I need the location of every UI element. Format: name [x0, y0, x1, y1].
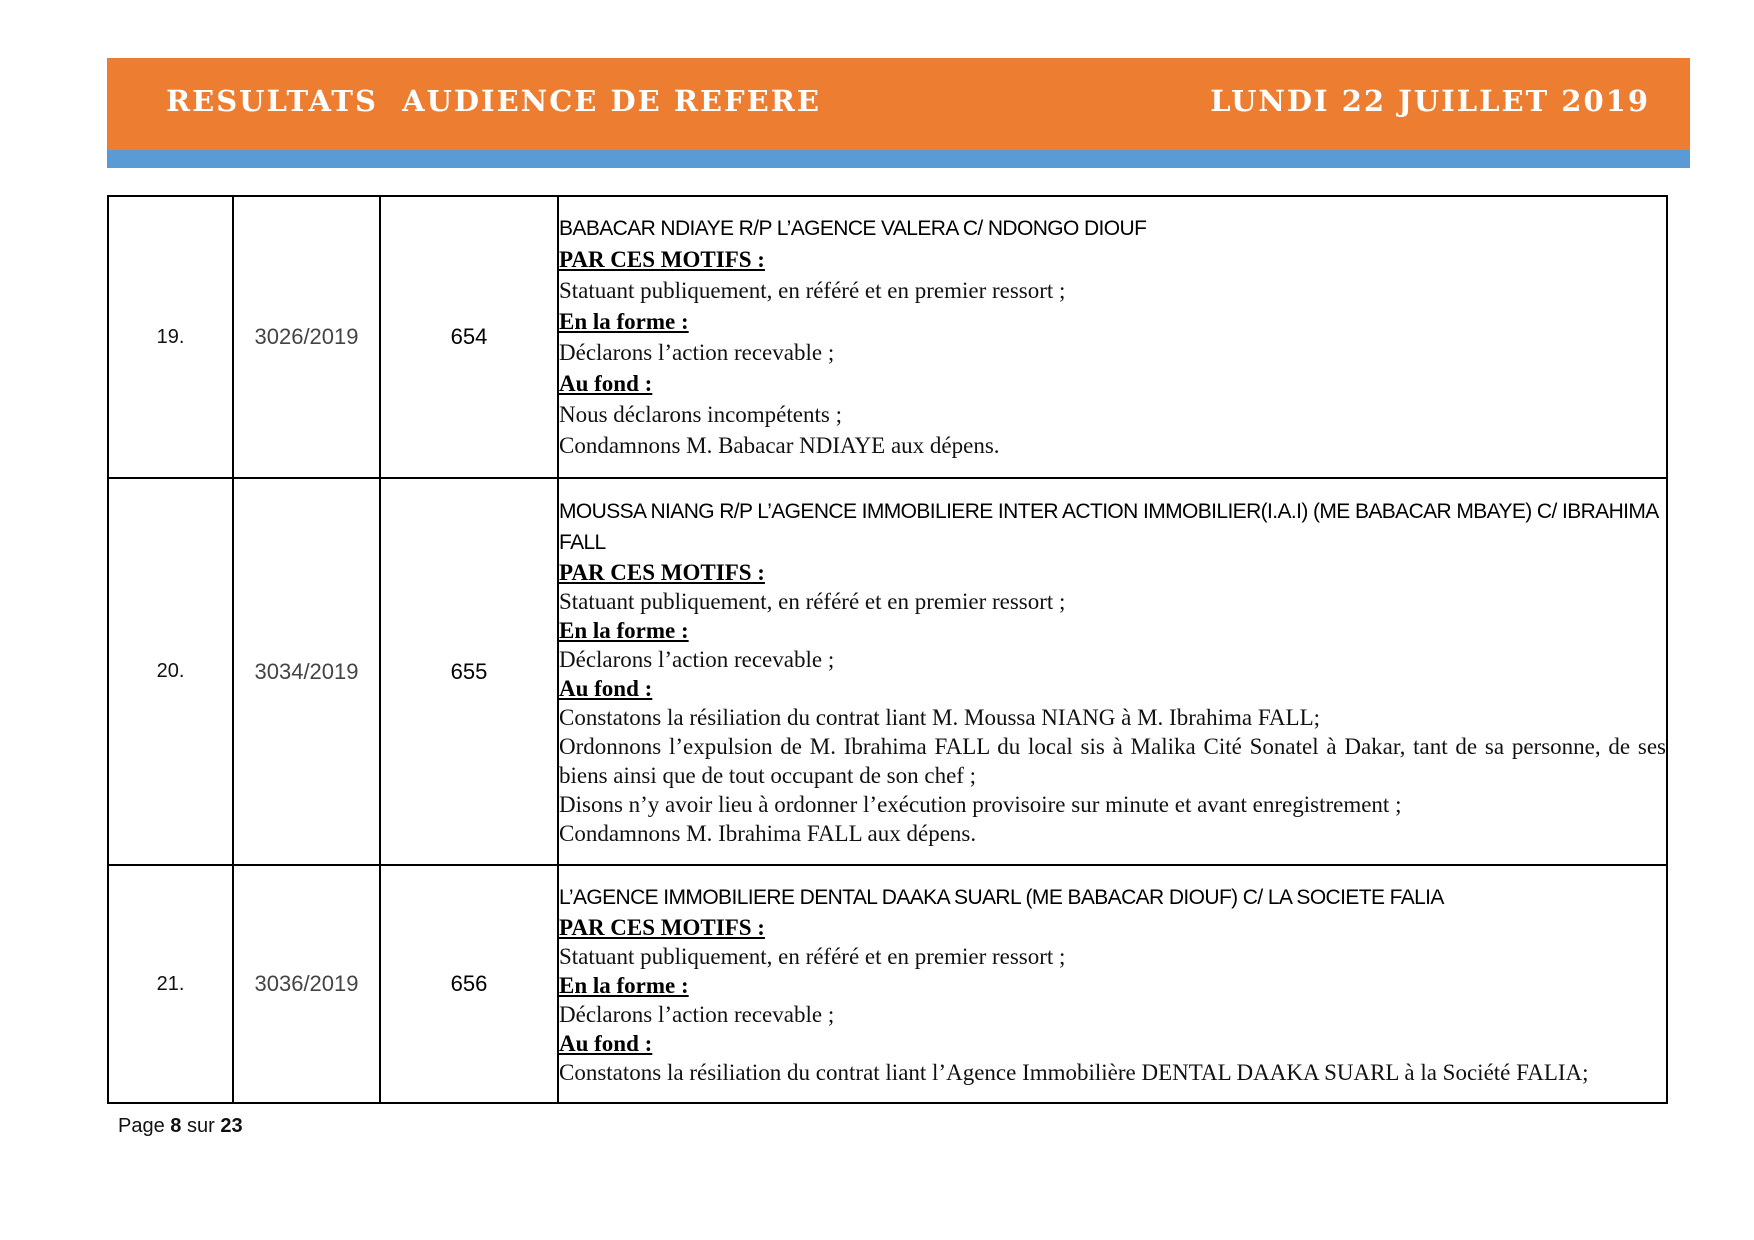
- page-total: 23: [220, 1115, 243, 1137]
- fond-line: Disons n’y avoir lieu à ordonner l’exécution provisoire sur minute et avant enregistrement ;: [559, 791, 1402, 817]
- forme-text: Déclarons l’action recevable ;: [559, 1001, 835, 1027]
- page-title: RESULTATS AUDIENCE DE REFERE: [166, 84, 821, 118]
- fond-line: Constatons la résiliation du contrat liant l’Agence Immobilière DENTAL DAAKA SUARL à la Société FALIA;: [559, 1059, 1589, 1085]
- statuant-text: Statuant publiquement, en référé et en premier ressort ;: [559, 588, 1066, 614]
- motifs-heading: PAR CES MOTIFS :: [559, 914, 765, 940]
- case-reference: 3036/2019: [233, 865, 380, 1103]
- case-parties: MOUSSA NIANG R/P L’AGENCE IMMOBILIERE INTER ACTION IMMOBILIER(I.A.I) (ME BABACAR MBAYE) C/ IBRAHIMA FALL: [559, 499, 1658, 554]
- decision-cell: [558, 196, 1667, 478]
- table-row: [108, 196, 1667, 478]
- fond-line: Constatons la résiliation du contrat liant M. Moussa NIANG à M. Ibrahima FALL;: [559, 704, 1321, 730]
- forme-text: Déclarons l’action recevable ;: [559, 340, 835, 365]
- page-separator: sur: [186, 1115, 215, 1137]
- hearing-date: LUNDI 22 JUILLET 2019: [1210, 84, 1650, 118]
- results-table: [107, 195, 1668, 1104]
- motifs-heading: PAR CES MOTIFS :: [559, 559, 765, 585]
- table-row: [108, 478, 1667, 865]
- page-current: 8: [170, 1115, 182, 1137]
- header-stripe: [107, 150, 1690, 168]
- forme-heading: En la forme :: [559, 972, 689, 998]
- motifs-heading: PAR CES MOTIFS :: [559, 247, 765, 272]
- case-parties: BABACAR NDIAYE R/P L’AGENCE VALERA C/ NDONGO DIOUF: [559, 217, 1147, 240]
- fond-line: Condamnons M. Ibrahima FALL aux dépens.: [559, 820, 977, 846]
- statuant-text: Statuant publiquement, en référé et en premier ressort ;: [559, 943, 1066, 969]
- table-row: [108, 865, 1667, 1103]
- fond-line: Nous déclarons incompétents ;: [559, 402, 842, 427]
- case-parties: L’AGENCE IMMOBILIERE DENTAL DAAKA SUARL (ME BABACAR DIOUF) C/ LA SOCIETE FALIA: [559, 885, 1444, 909]
- fond-line: Ordonnons l’expulsion de M. Ibrahima FALL du local sis à Malika Cité Sonatel à Dakar, tant de sa personne, de ses biens ainsi que de tout occupant de son chef ;: [559, 733, 1666, 788]
- row-number: 20.: [108, 478, 233, 865]
- case-reference: 3034/2019: [233, 478, 380, 865]
- row-number: 21.: [108, 865, 233, 1103]
- page-footer: [118, 1115, 243, 1138]
- case-reference: 3026/2019: [233, 196, 380, 478]
- fond-heading: Au fond :: [559, 371, 653, 396]
- fond-heading: Au fond :: [559, 675, 653, 701]
- forme-text: Déclarons l’action recevable ;: [559, 646, 835, 672]
- order-number: 656: [380, 865, 558, 1103]
- forme-heading: En la forme :: [559, 309, 689, 334]
- decision-cell: [558, 865, 1667, 1103]
- statuant-text: Statuant publiquement, en référé et en premier ressort ;: [559, 278, 1066, 303]
- order-number: 655: [380, 478, 558, 865]
- order-number: 654: [380, 196, 558, 478]
- row-number: 19.: [108, 196, 233, 478]
- decision-cell: [558, 478, 1667, 865]
- fond-heading: Au fond :: [559, 1030, 653, 1056]
- fond-line: Condamnons M. Babacar NDIAYE aux dépens.: [559, 433, 1000, 458]
- forme-heading: En la forme :: [559, 617, 689, 643]
- page-label: Page: [118, 1115, 165, 1137]
